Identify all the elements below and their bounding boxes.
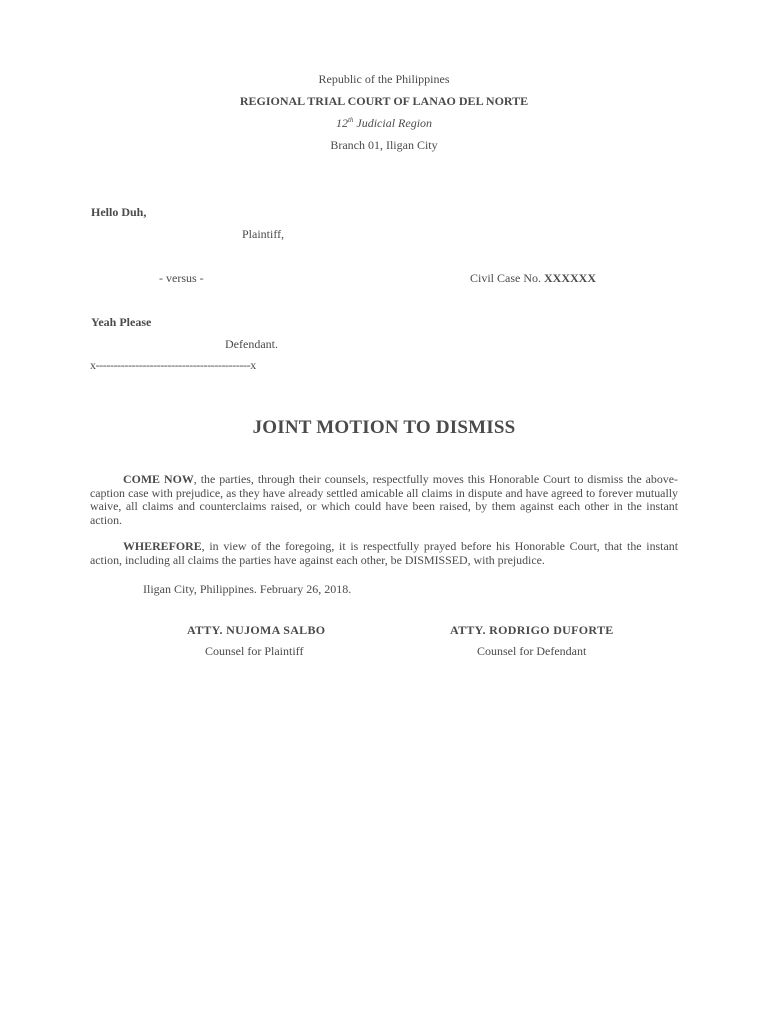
defendant-label: Defendant. — [225, 337, 278, 351]
region-suffix: th — [347, 116, 354, 124]
paragraph-wherefore — [90, 540, 678, 567]
judicial-region — [0, 116, 768, 130]
defendant-counsel-role: Counsel for Defendant — [477, 644, 587, 658]
paragraph-lead: WHEREFORE — [123, 539, 202, 553]
plaintiff-counsel-name: ATTY. NUJOMA SALBO — [187, 623, 326, 637]
plaintiff-counsel-role: Counsel for Plaintiff — [205, 644, 304, 658]
case-label: Civil Case No. — [470, 271, 544, 285]
paragraph-lead: COME NOW — [123, 472, 194, 486]
case-number-value: XXXXXX — [544, 271, 596, 285]
region-number: 12 — [335, 116, 348, 130]
defendant-name: Yeah Please — [91, 315, 152, 329]
plaintiff-name: Hello Duh, — [91, 205, 147, 219]
paragraph-text: , the parties, through their counsels, respectfully moves this Honorable Court to dismiss the above-caption case with prejudice, as they have already settled amicable all claims in dispute and have agreed to forever mutually waive, all claims and counterclaims raised, or which could have been raised, by them against each other in the instant action. — [90, 472, 678, 527]
civil-case-number — [470, 271, 596, 285]
republic-line: Republic of the Philippines — [318, 72, 450, 86]
plaintiff-label: Plaintiff, — [242, 227, 285, 241]
region-text: Judicial Region — [353, 116, 433, 130]
court-name: REGIONAL TRIAL COURT OF LANAO DEL NORTE — [239, 94, 529, 108]
defendant-counsel-name: ATTY. RODRIGO DUFORTE — [450, 623, 614, 637]
paragraph-text: , in view of the foregoing, it is respectfully prayed before his Honorable Court, that the instant action, including all claims the parties have against each other, be DISMISSED, with prejudice. — [90, 539, 678, 567]
caption-separator: x-------------------------------------------x — [90, 358, 256, 372]
versus-label: - versus - — [159, 271, 204, 285]
paragraph-come-now — [90, 473, 678, 527]
branch-line: Branch 01, Iligan City — [330, 138, 438, 152]
place-date: Iligan City, Philippines. February 26, 2018. — [143, 582, 352, 596]
document-title: JOINT MOTION TO DISMISS — [252, 417, 516, 438]
